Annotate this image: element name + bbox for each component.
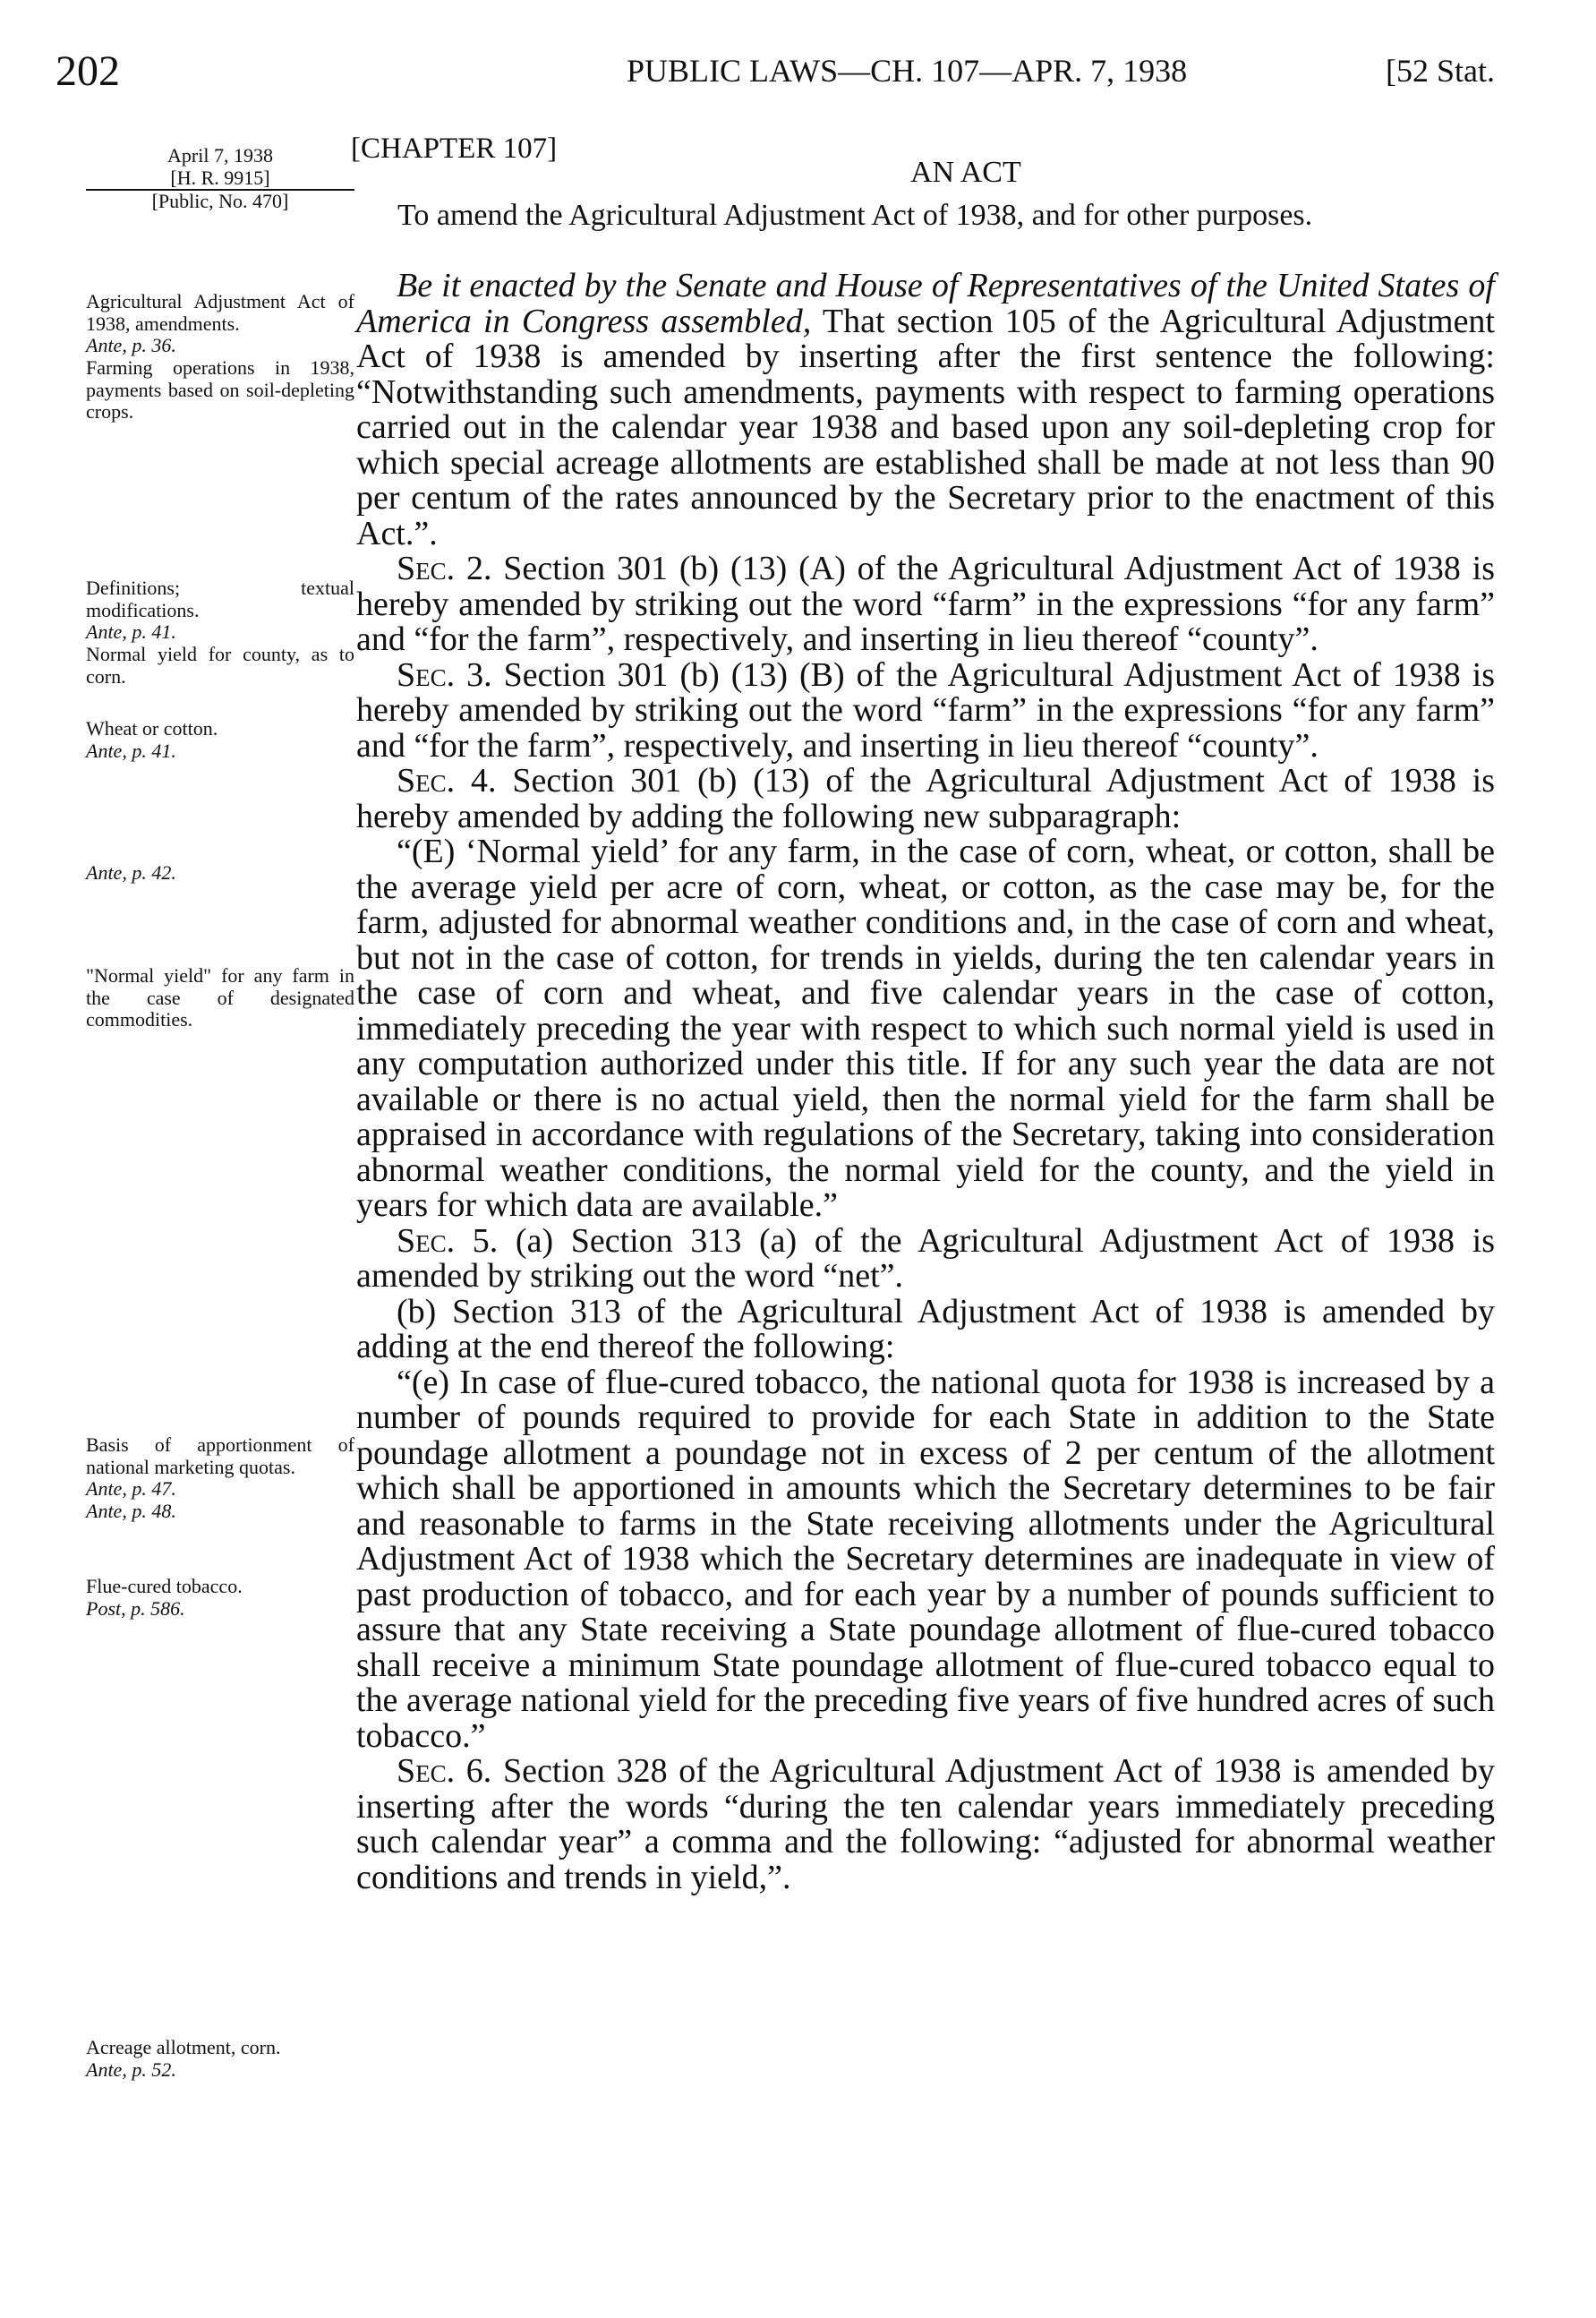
enacting-clause-italic: Be it enacted by the Senate and House of Representatives of the United States of America in Congress assembled, [356, 267, 1495, 340]
margin-note-7 [86, 1576, 354, 1620]
subparagraph-e: “(E) ‘Normal yield’ for any farm, in the case of corn, wheat, or cotton, shall be the average yield per acre of corn, wheat, or cotton, as the case may be, for the farm, adjusted for abnormal weather conditions and, in the case of corn and wheat, but not in the case of cotton, for trends in yields, during the ten calendar years in the case of corn and wheat, and five calendar years in the case of cotton, immediately preceding the year with respect to which such normal yield is used in any computation authorized under this title. If for any such year the data are not available or there is no actual yield, then the normal yield for the farm shall be appraised in accordance with regulations of the Secretary, taking into consideration abnormal weather conditions, the normal yield for the county, and the yield in years for which data are available.” [356, 833, 1495, 1224]
statute-reference: [52 Stat. [1386, 53, 1495, 89]
margin-bill: [H. R. 9915] [170, 166, 270, 189]
margin-note-sub: Normal yield for county, as to corn. [86, 642, 354, 688]
chapter-label: [CHAPTER 107] [351, 133, 558, 165]
act-body [356, 269, 1495, 1895]
section-2 [356, 552, 1495, 658]
margin-note-6 [86, 1434, 354, 1523]
margin-note-title: Definitions; textual modifications. [86, 577, 354, 621]
section-5 [356, 1221, 1495, 1295]
section-6 [356, 1754, 1495, 1895]
section-6-label: Sec. 6. [397, 1752, 492, 1790]
margin-note-title: Agricultural Adjustment Act of 1938, amendments. [86, 290, 354, 335]
margin-public-no: [Public, No. 470] [151, 190, 289, 213]
section-5a-text: (a) Section 313 (a) of the Agricultural Adjustment Act of 1938 is amended by striking out the word “net”. [356, 1221, 1495, 1295]
margin-note-ref: Ante, p. 41. [86, 620, 176, 644]
margin-note-ref: Ante, p. 42. [86, 861, 176, 884]
margin-note-ref: Ante, p. 41. [86, 739, 176, 762]
margin-note-ref: Post, p. 586. [86, 1596, 185, 1620]
section-3-label: Sec. 3. [397, 655, 492, 694]
margin-note-title: "Normal yield" for any farm in the case of designated commodities. [86, 964, 354, 1031]
margin-note-title: Basis of apportionment of national marketing quotas. [86, 1433, 354, 1478]
subsection-e-tobacco: “(e) In case of flue-cured tobacco, the national quota for 1938 is increased by a number of pounds required to provide for each State in addition to the State poundage allotment a poundage not in excess of 2 per centum of the allotment which shall be apportioned in amounts which the Secretary determines to be fair and reasonable to farms in the State receiving allotments under the Agricultural Adjustment Act of 1938 which the Secretary determines are inadequate in view of past production of tobacco, and for each year by a number of pounds sufficient to assure that any State receiving a State poundage allotment of flue-cured tobacco shall receive a minimum State poundage allotment of flue-cured tobacco equal to the average national yield for the preceding five years of five hundred acres of such tobacco.” [356, 1363, 1495, 1755]
section-3-text: Section 301 (b) (13) (B) of the Agricultural Adjustment Act of 1938 is hereby amended by striking out the word “farm” in the expressions “for any farm” and “for the farm”, respectively, and inserting in lieu thereof “county”. [356, 655, 1496, 765]
margin-note-ref: Ante, p. 52. [86, 2057, 176, 2081]
section-5-label: Sec. 5. [397, 1221, 499, 1260]
margin-note-ref: Ante, p. 48. [86, 1499, 176, 1522]
margin-note-1 [86, 291, 354, 423]
margin-note-ref: Ante, p. 47. [86, 1477, 176, 1501]
section-6-text: Section 328 of the Agricultural Adjustment Act of 1938 is amended by inserting after the words “during the ten calendar years immediately preceding such calendar year” a comma and the following: “adjusted for abnormal weather conditions and trends in yield,”. [356, 1752, 1495, 1896]
enacting-clause [356, 269, 1495, 552]
section-4-text: Section 301 (b) (13) of the Agricultural Adjustment Act of 1938 is hereby amended by adding the following new subparagraph: [356, 762, 1496, 835]
page-number: 202 [55, 47, 120, 95]
section-3 [356, 655, 1496, 765]
margin-note-enactment [86, 145, 354, 213]
margin-note-3 [86, 718, 354, 762]
running-head: PUBLIC LAWS—CH. 107—APR. 7, 1938 [627, 53, 1188, 89]
act-title: AN ACT [910, 156, 1021, 189]
margin-note-title: Flue-cured tobacco. [86, 1575, 243, 1597]
section-5b: (b) Section 313 of the Agricultural Adjustment Act of 1938 is amended by adding at the end thereof the following: [356, 1292, 1495, 1365]
margin-note-8 [86, 2037, 354, 2081]
margin-note-sub: Farming operations in 1938, payments based on soil-depleting crops. [86, 355, 354, 423]
margin-note-title: Wheat or cotton. [86, 717, 218, 740]
margin-note-5 [86, 965, 354, 1031]
margin-note-title: Acreage allotment, corn. [86, 2036, 281, 2058]
margin-note-2 [86, 577, 354, 688]
section-1-text: That section 105 of the Agricultural Adjustment Act of 1938 is amended by inserting after the first sentence the following: “Notwithstanding such amendments, payments with respect to farming operations carried out in the calendar year 1938 and based upon any soil-depleting crop for which special acreage allotments are established shall be made at not less than 90 per centum of the rates announced by the Secretary prior to the enactment of this Act.”. [356, 302, 1495, 552]
section-4 [356, 764, 1495, 834]
section-2-label: Sec. 2. [397, 550, 492, 587]
act-purpose: To amend the Agricultural Adjustment Act of 1938, and for other purposes. [397, 199, 1313, 232]
section-4-label: Sec. 4. [397, 762, 497, 800]
margin-note-ref: Ante, p. 36. [86, 334, 176, 357]
margin-date: April 7, 1938 [167, 144, 273, 167]
section-2-text: Section 301 (b) (13) (A) of the Agricultural Adjustment Act of 1938 is hereby amended by striking out the word “farm” in the expressions “for any farm” and “for the farm”, respectively, and inserting in lieu thereof “county”. [356, 550, 1496, 658]
margin-note-4 [86, 862, 354, 885]
